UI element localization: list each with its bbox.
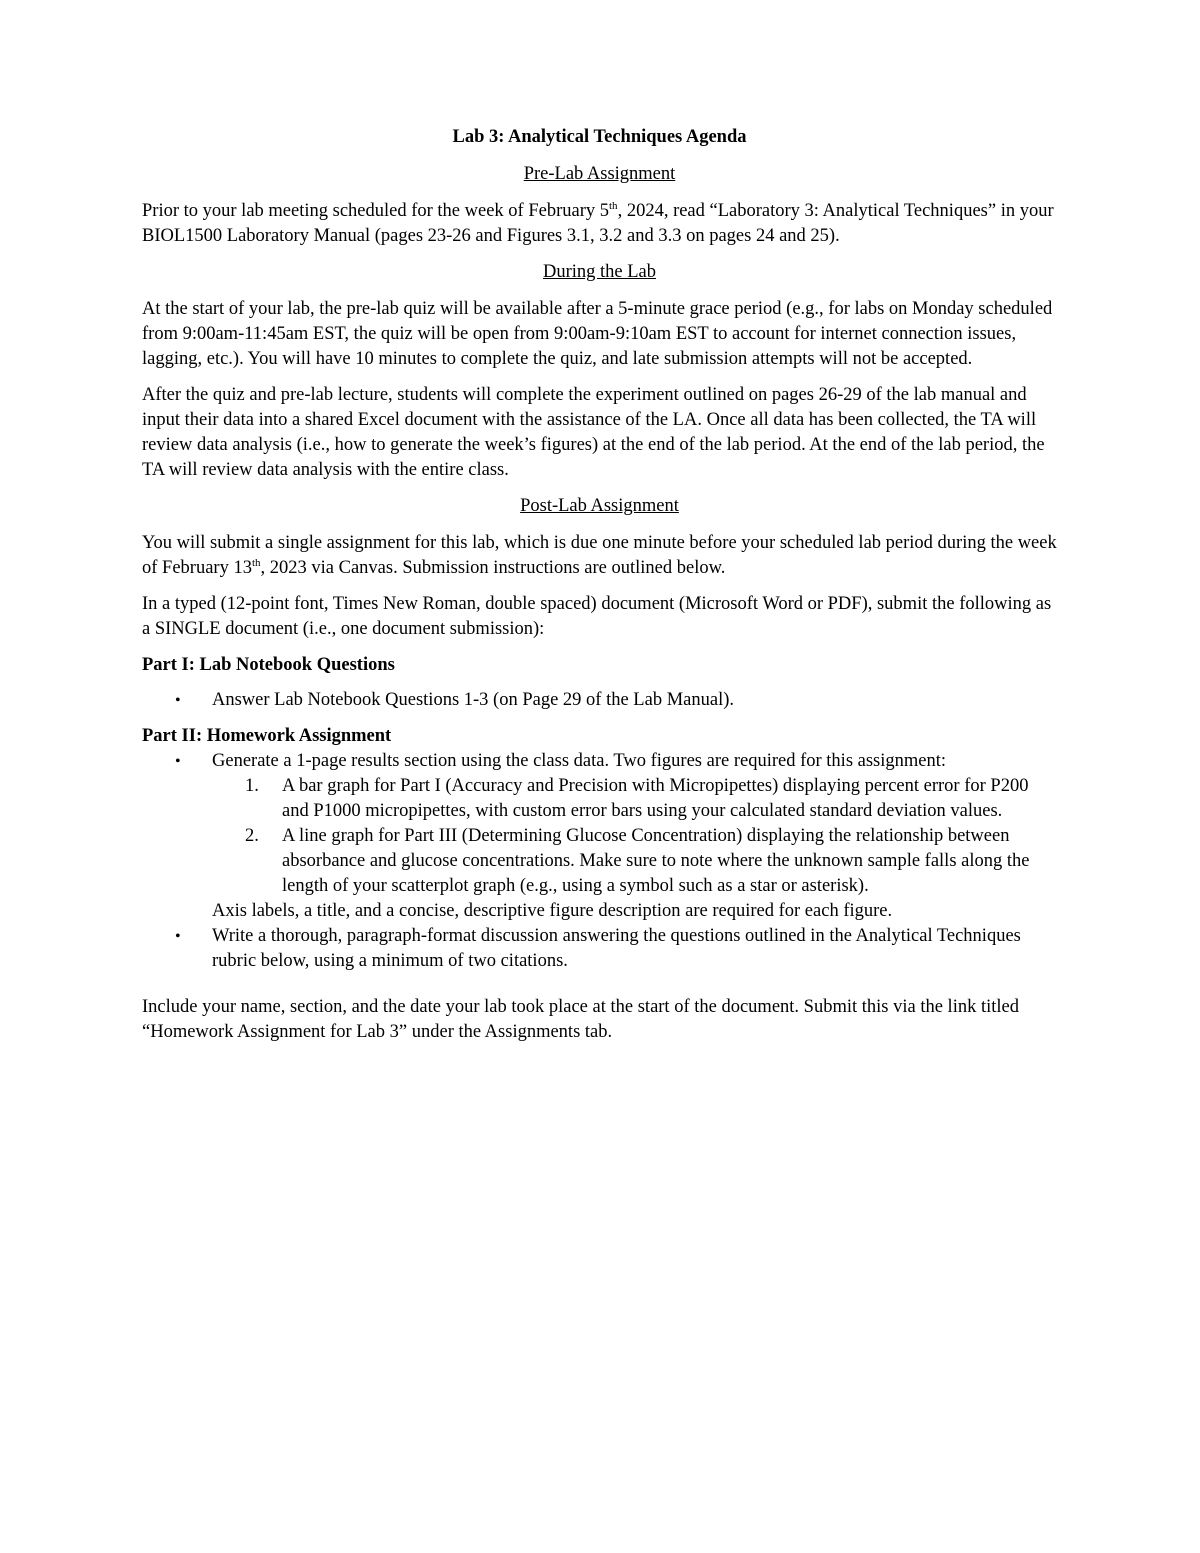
list-number: 1. xyxy=(245,776,259,796)
document-page xyxy=(142,125,1057,1056)
line-graph-requirement: A line graph for Part III (Determining Glucose Concentration) displaying the relationship between absorbance and glucose concentrations. Make sure to note where the unknown sample falls along the length of your scatterplot graph (e.g., using a symbol such as a star or asterisk). xyxy=(282,826,1030,896)
prelab-heading: Pre-Lab Assignment xyxy=(523,164,676,184)
postlab-paragraph-2: In a typed (12-point font, Times New Roman, double spaced) document (Microsoft Word or PDF), submit the following as a SINGLE document (i.e., one document submission): xyxy=(142,594,1052,639)
list-item xyxy=(212,774,1057,824)
part2-bullet2-text: Write a thorough, paragraph-format discussion answering the questions outlined in the Analytical Techniques rubric below, using a minimum of two citations. xyxy=(212,926,1021,971)
figure-requirements-list xyxy=(212,774,1057,899)
list-number: 2. xyxy=(245,826,259,846)
part2-heading: Part II: Homework Assignment xyxy=(142,726,392,746)
prelab-text-start: Prior to your lab meeting scheduled for the week of February 5 xyxy=(142,201,609,221)
postlab-text-end: , 2023 via Canvas. Submission instructions are outlined below. xyxy=(260,558,726,578)
postlab-superscript: th xyxy=(251,556,261,569)
part1-heading: Part I: Lab Notebook Questions xyxy=(142,655,395,675)
bullet-icon: • xyxy=(175,753,181,770)
list-item xyxy=(142,749,1057,924)
during-lab-heading: During the Lab xyxy=(542,262,657,282)
postlab-heading: Post-Lab Assignment xyxy=(520,496,679,516)
list-item xyxy=(142,924,1057,974)
bar-graph-requirement: A bar graph for Part I (Accuracy and Precision with Micropipettes) displaying percent error for P200 and P1000 micropipettes, with custom error bars using your calculated standard deviation values. xyxy=(282,776,1029,821)
postlab-text-start: You will submit a single assignment for this lab, which is due one minute before your scheduled lab period during the week of February 13 xyxy=(142,533,1057,578)
prelab-paragraph xyxy=(142,199,1057,249)
figure-note: Axis labels, a title, and a concise, descriptive figure description are required for each figure. xyxy=(212,901,893,921)
part1-list xyxy=(142,688,1057,713)
prelab-text-end: , 2024, read “Laboratory 3: Analytical Techniques” in your BIOL1500 Laboratory Manual (pages 23-26 and Figures 3.1, 3.2 and 3.3 on pages 24 and 25). xyxy=(142,201,1054,246)
part2-bullet1-text: Generate a 1-page results section using the class data. Two figures are required for this assignment: xyxy=(212,751,947,771)
document-title: Lab 3: Analytical Techniques Agenda xyxy=(452,127,747,147)
part2-list xyxy=(142,749,1057,974)
prelab-superscript: th xyxy=(609,199,618,212)
list-item xyxy=(212,824,1057,899)
bullet-icon: • xyxy=(175,928,181,945)
list-item xyxy=(142,688,1057,713)
part1-bullet-text: Answer Lab Notebook Questions 1-3 (on Page 29 of the Lab Manual). xyxy=(212,690,734,710)
closing-paragraph: Include your name, section, and the date your lab took place at the start of the document. Submit this via the link titled “Homework Assignment for Lab 3” under the Assignments tab. xyxy=(142,997,1019,1042)
bullet-icon: • xyxy=(175,692,181,709)
postlab-paragraph-1 xyxy=(142,531,1057,581)
during-lab-paragraph-2: After the quiz and pre-lab lecture, students will complete the experiment outlined on pages 26-29 of the lab manual and input their data into a shared Excel document with the assistance of the LA. Once all data has been collected, the TA will review data analysis (i.e., how to generate the week’s figures) at the end of the lab period. At the end of the lab period, the TA will review data analysis with the entire class. xyxy=(142,385,1045,480)
during-lab-paragraph-1: At the start of your lab, the pre-lab quiz will be available after a 5-minute grace period (e.g., for labs on Monday scheduled from 9:00am-11:45am EST, the quiz will be open from 9:00am-9:10am EST to account for internet connection issues, lagging, etc.). You will have 10 minutes to complete the quiz, and late submission attempts will not be accepted. xyxy=(142,299,1053,369)
